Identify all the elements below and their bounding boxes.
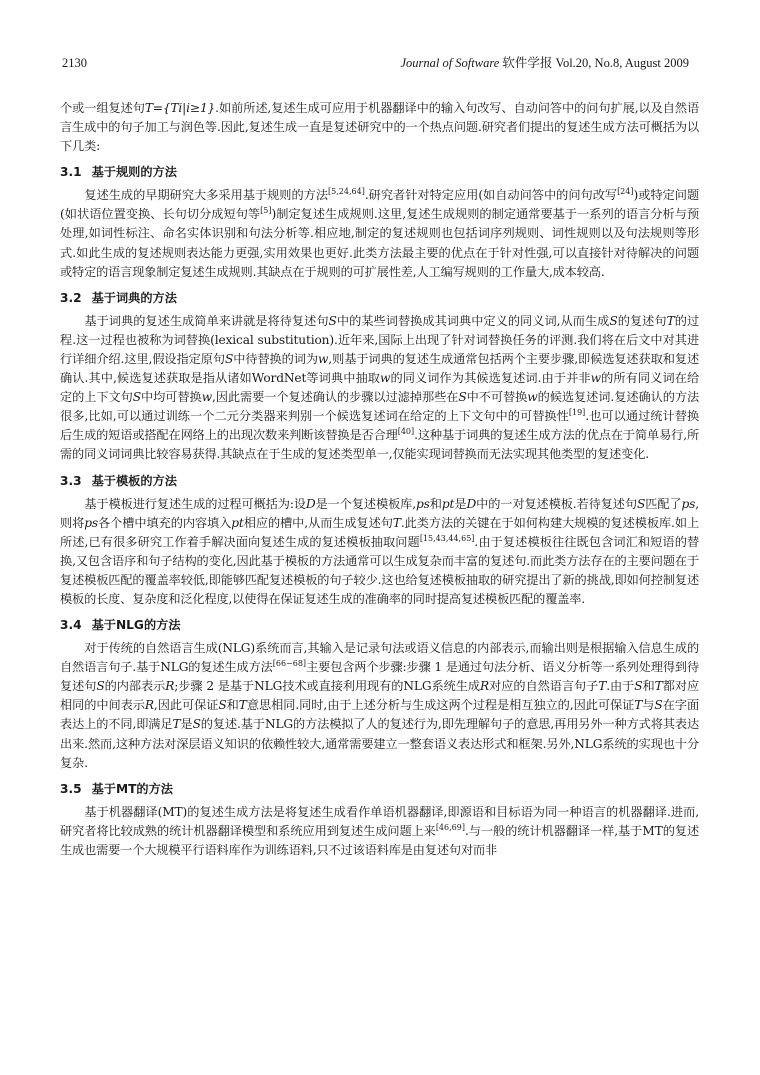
section-heading-3-2: 3.2 基于词典的方法 — [60, 290, 177, 305]
journal-issue: 软件学报 Vol.20, No.8, August 2009 — [502, 56, 689, 70]
journal-info — [400, 54, 689, 72]
citation: [40] — [397, 427, 415, 437]
citation: [46,69] — [435, 822, 465, 832]
citation: [19] — [568, 408, 586, 418]
section-heading-3-4: 3.4 基于NLG的方法 — [60, 618, 181, 633]
citation: [5,24,64] — [328, 187, 365, 197]
citation: [15,43,44,65] — [419, 533, 475, 543]
paragraph-dictionary-based: 基于词典的复述生成简单来讲就是将待复述句S中的某些词替换成其词典中定义的同义词,从而生成S的复述句T的过程.这一过程也被称为词替换(lexical substitution).近年来,国际上出现了针对词替换任务的评测.我们将在后文中对其进行详细介绍.这里,假设指定原句S中待替换的词为w,则基于词典的复述生成通常包括两个主要步骤,即候选复述获取和复述确认.其中,候选复述获取是指从诸如WordNet等词典中抽取w的同义词作为其候选复述词.由于并非w的所有同义词在给定的上下文句S中均可替换w,因此需要一个复述确认的步骤以过滤掉那些在S中不可替换w的候选复述词.复述确认的方法很多,比如,可以通过训练一个二元分类器来判别一个候选复述词在给定的上下文句中的可替换性[19].也可以通过统计替换后生成的短语或搭配在网络上的出现次数来判断该替换是否合理[40].这种基于词典的复述生成方法的优点在于简单易行,所需的同义词词典比较容易获得.其缺点在于生成的复述类型单一,仅能实现词替换而无法实现其他类型的复述变化. — [60, 313, 700, 462]
paragraph-mt-based: 基于机器翻译(MT)的复述生成方法是将复述生成看作单语机器翻译,即源语和目标语为同一种语言的机器翻译.进而,研究者将比较成熟的统计机器翻译模型和系统应用到复述生成问题上来[46,69].与一般的统计机器翻译一样,基于MT的复述生成也需要一个大规模平行语料库作为训练语料,只不过该语料库是由复述句对而非 — [60, 804, 699, 857]
math-set-T: T={Ti|i≥1} — [144, 101, 216, 115]
citation: [24] — [617, 187, 634, 197]
section-heading-3-1: 3.1 基于规则的方法 — [60, 165, 177, 180]
paragraph-template-based: 基于模板进行复述生成的过程可概括为:设D是一个复述模板库,ps和pt是D中的一对复述模板.若待复述句S匹配了ps,则将ps各个槽中填充的内容填入pt相应的槽中,从而生成复述句T.此类方法的关键在于如何构建大规模的复述模板库.如上所述,已有很多研究工作着手解决面向复述生成的复述模板抽取问题[15,43,44,65].由于复述模板往往既包含词汇和短语的替换,又包含语序和句子结构的变化,因此基于模板的方法通常可以生成复杂而丰富的复述句.而此类方法存在的主要问题在于复述模板匹配的覆盖率较低,即能够匹配复述模板的句子较少.这也给复述模板抽取的研究提出了新的挑战,即如何控制复述模板的长度、复杂度和泛化程度,以使得在保证复述生成的准确率的同时提高复述模板匹配的覆盖率. — [60, 496, 700, 606]
section-heading-3-3: 3.3 基于模板的方法 — [60, 473, 177, 488]
running-header — [60, 54, 689, 72]
page-number: 2130 — [62, 56, 87, 70]
intro-paragraph: 个或一组复述句T={Ti|i≥1}.如前所述,复述生成可应用于机器翻译中的输入句改写、自动问答中的问句扩展,以及自然语言生成中的句子加工与润色等.因此,复述生成一直是复述研究中的一个热点问题.研究者们提出的复述生成方法可概括为以下几类: — [60, 101, 699, 154]
citation: [5] — [260, 206, 272, 216]
paragraph-rule-based: 复述生成的早期研究大多采用基于规则的方法[5,24,64].研究者针对特定应用(如自动问答中的问句改写[24])或特定问题(如状语位置变换、长句切分成短句等[5])制定复述生成规则.这里,复述生成规则的制定通常要基于一系列的语言分析与预处理,如词性标注、命名实体识别和句法分析等.相应地,制定的复述规则也包括词序列规则、词性规则以及句法规则等形式.如此生成的复述规则表达能力更强,实用效果也更好.此类方法最主要的优点在于针对性强,可以直接针对待解决的问题或特定的语言现象制定复述生成规则.其缺点在于规则的可扩展性差,人工编写规则的工作量大,成本较高. — [60, 187, 699, 279]
journal-name: Journal of Software — [400, 56, 500, 70]
citation: [66−68] — [272, 659, 307, 669]
article-body — [60, 99, 699, 860]
paragraph-nlg-based: 对于传统的自然语言生成(NLG)系统而言,其输入是记录句法或语义信息的内部表示,而输出则是根据输入信息生成的自然语言句子.基于NLG的复述生成方法[66−68]主要包含两个步骤:步骤 1 是通过句法分析、语义分析等一系列处理得到待复述句S的内部表示R;步骤 2 是基于NLG技术或直接利用现有的NLG系统生成R对应的自然语言句子T.由于S和T都对应相同的中间表示R,因此可保证S和T意思相同.同时,由于上述分析与生成这两个过程是相互独立的,因此可保证T与S在字面表达上的不同,即满足T是S的复述.基于NLG的方法模拟了人的复述行为,即先理解句子的意思,再用另外一种方式将其表达出来.然而,这种方法对深层语义知识的依赖性较大,通常需要建立一整套语义表达形式和框架.另外,NLG系统的实现也十分复杂. — [60, 641, 700, 770]
section-heading-3-5: 3.5 基于MT的方法 — [60, 781, 173, 796]
